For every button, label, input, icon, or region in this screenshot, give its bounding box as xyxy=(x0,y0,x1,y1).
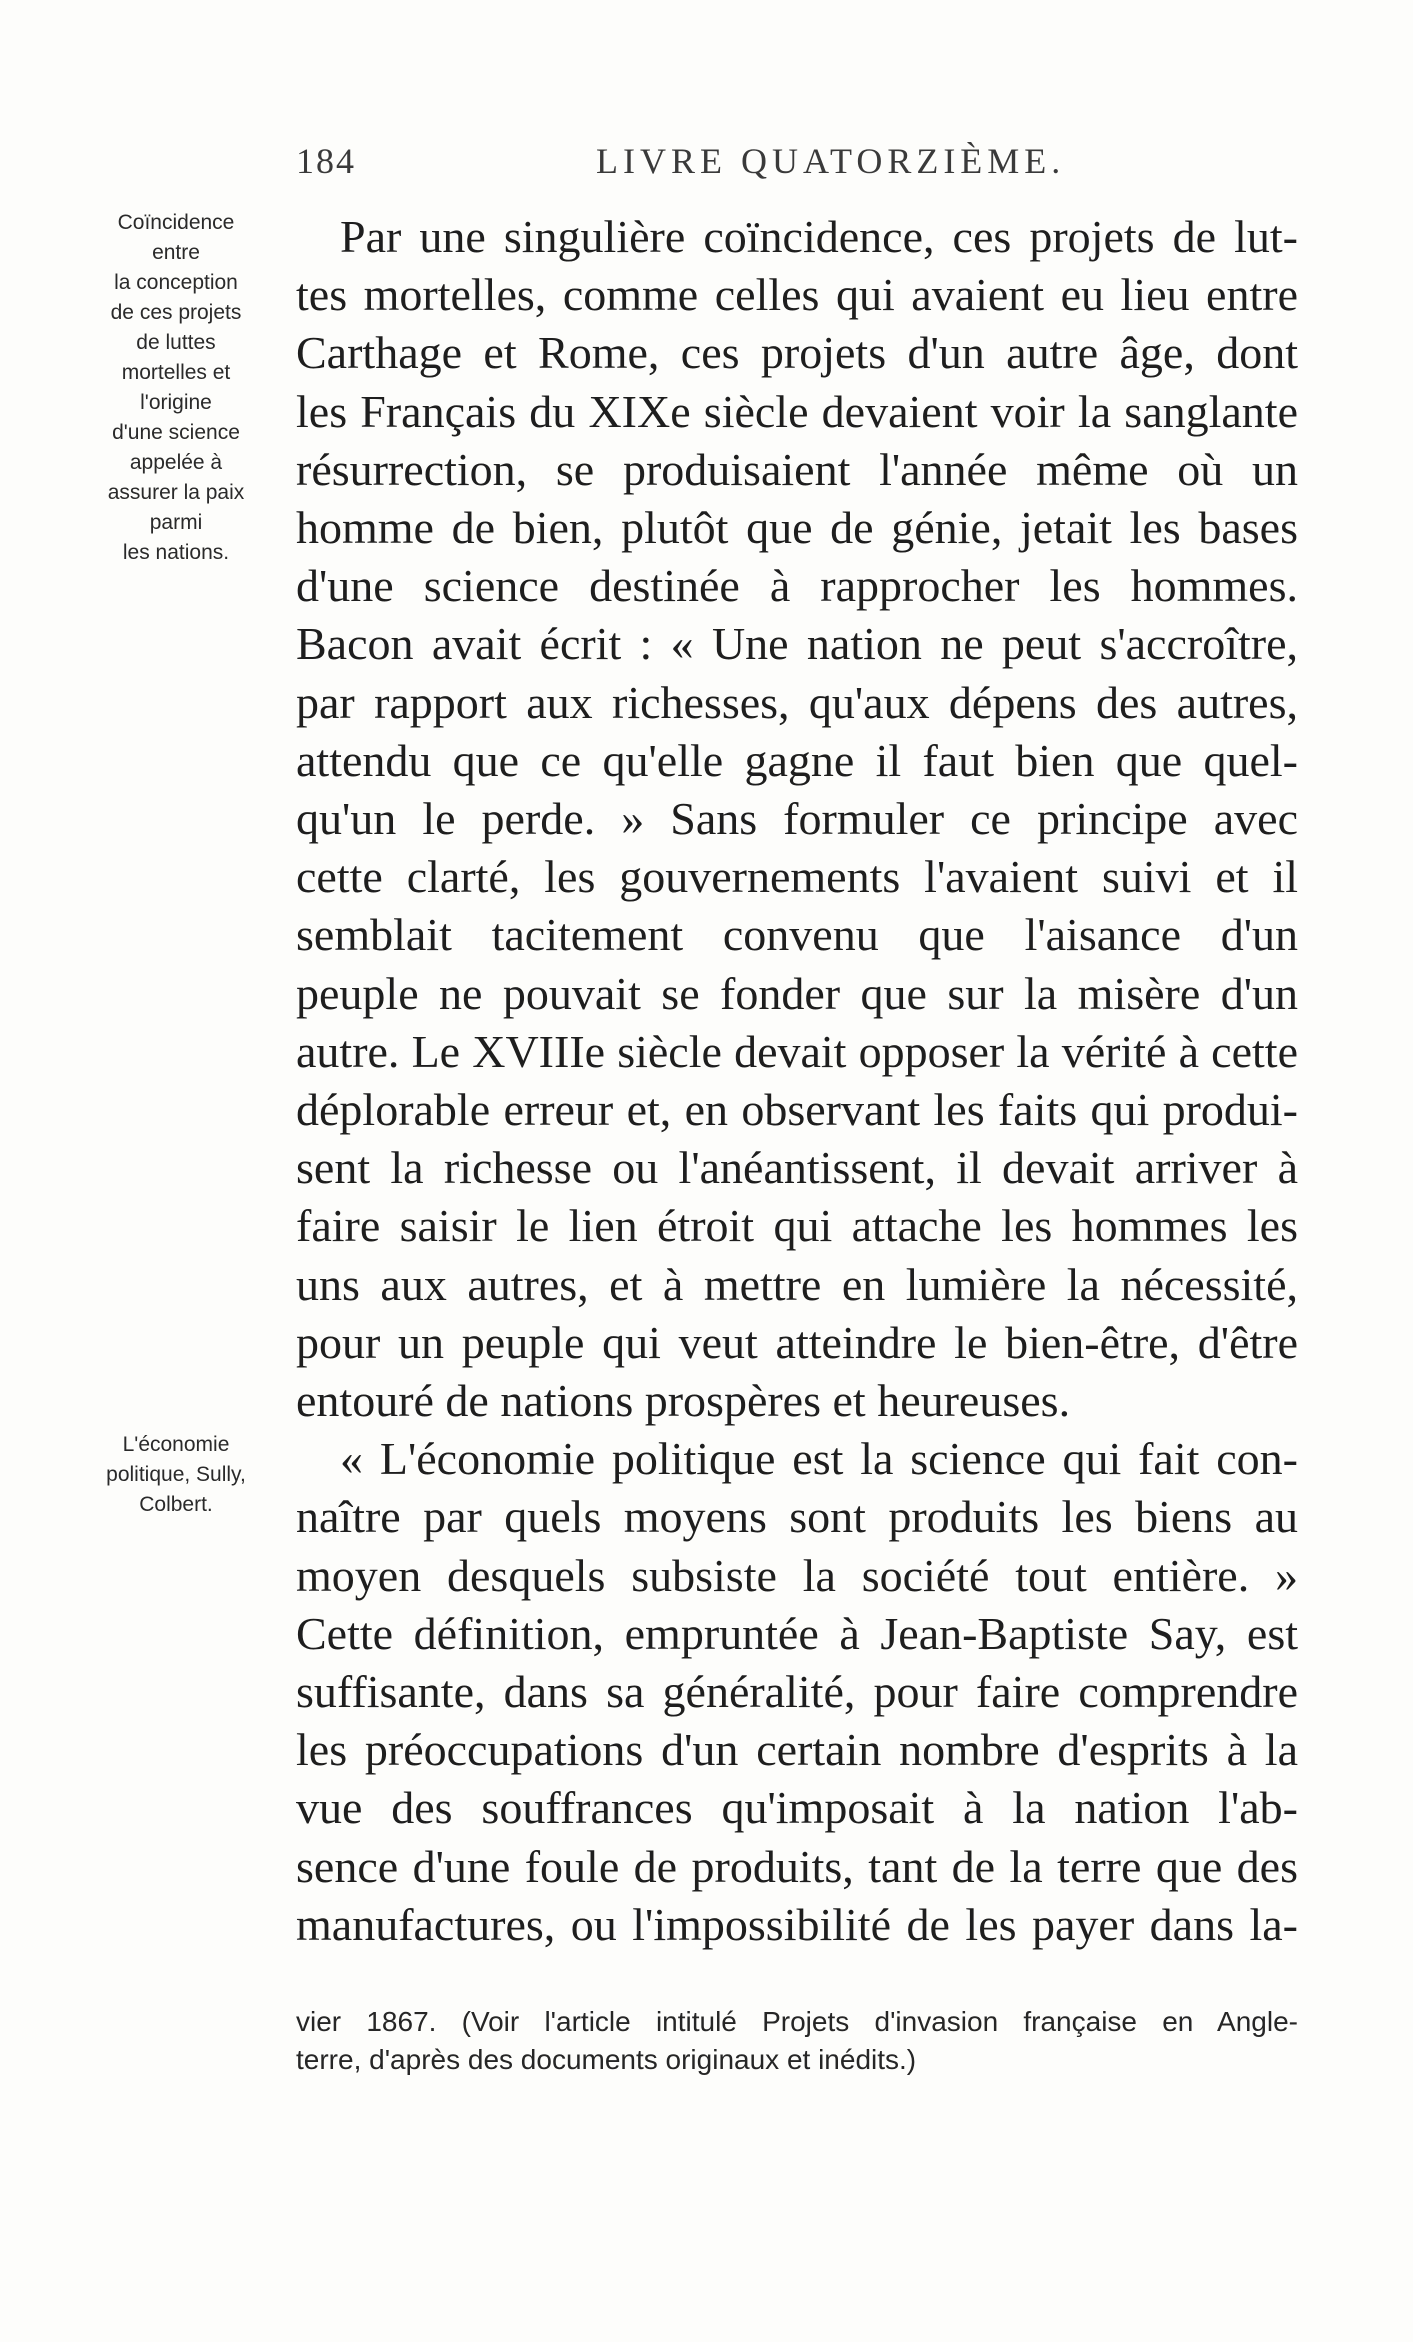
margin-note-line: d'une science xyxy=(112,421,240,444)
text-line: les préoccupations d'un certain nombre d'esprits à la xyxy=(296,1724,1298,1776)
margin-note-line: la conception xyxy=(114,271,238,294)
text-line: qu'un le perde. » Sans formuler ce principe avec xyxy=(296,793,1298,845)
footnote-line: vier 1867. (Voir l'article intitulé Projets d'invasion française en Angle- xyxy=(296,2006,1298,2037)
text-line: les Français du XIXe siècle devaient voir la sanglante xyxy=(296,385,1298,437)
margin-note-line: entre xyxy=(152,241,200,264)
margin-note-line: politique, Sully, xyxy=(106,1463,246,1486)
text-line: d'une science destinée à rapprocher les hommes. xyxy=(296,560,1298,612)
margin-note-line: L'économie xyxy=(122,1433,230,1456)
text-line: attendu que ce qu'elle gagne il faut bien que quel- xyxy=(296,734,1298,786)
footnote-line: terre, d'après des documents originaux et inédits.) xyxy=(296,2044,917,2075)
text-line: Carthage et Rome, ces projets d'un autre âge, dont xyxy=(296,327,1298,379)
text-line: pour un peuple qui veut atteindre le bien-être, d'être xyxy=(296,1316,1298,1368)
text-line: moyen desquels subsiste la société tout entière. » xyxy=(296,1549,1298,1601)
text-line: « L'économie politique est la science qui fait con- xyxy=(340,1433,1298,1485)
margin-note-line: Coïncidence xyxy=(117,211,235,234)
text-line: faire saisir le lien étroit qui attache les hommes les xyxy=(296,1200,1298,1252)
text-line: autre. Le XVIIIe siècle devait opposer la vérité à cette xyxy=(296,1025,1298,1077)
text-line: cette clarté, les gouvernements l'avaient suivi et il xyxy=(296,851,1298,903)
margin-note-line: appelée à xyxy=(129,451,223,474)
text-line: homme de bien, plutôt que de génie, jetait les bases xyxy=(296,502,1298,554)
text-line: semblait tacitement convenu que l'aisance d'un xyxy=(296,909,1298,961)
text-line: entouré de nations prospères et heureuses. xyxy=(296,1375,1071,1427)
text-line: résurrection, se produisaient l'année même où un xyxy=(296,443,1298,495)
page-number: 184 xyxy=(296,141,356,181)
margin-note-line: mortelles et xyxy=(121,361,231,384)
running-title: LIVRE QUATORZIÈME. xyxy=(596,141,1066,181)
text-line: sence d'une foule de produits, tant de la terre que des xyxy=(296,1840,1298,1892)
margin-note-line: l'origine xyxy=(140,391,212,414)
margin-note-line: assurer la paix xyxy=(107,481,245,504)
margin-note-line: les nations. xyxy=(122,541,230,564)
text-line: sent la richesse ou l'anéantissent, il devait arriver à xyxy=(296,1142,1298,1194)
text-line: tes mortelles, comme celles qui avaient eu lieu entre xyxy=(296,269,1298,321)
text-line: Par une singulière coïncidence, ces projets de lut- xyxy=(340,211,1298,262)
body-text xyxy=(296,208,1298,1954)
text-line: déplorable erreur et, en observant les faits qui produi- xyxy=(296,1084,1298,1136)
margin-note-line: de luttes xyxy=(136,331,216,354)
text-line: naître par quels moyens sont produits les biens au xyxy=(296,1491,1298,1543)
page-header xyxy=(0,140,1413,190)
text-line: Cette définition, empruntée à Jean-Baptiste Say, est xyxy=(296,1607,1298,1659)
text-line: peuple ne pouvait se fonder que sur la misère d'un xyxy=(296,967,1298,1019)
text-line: manufactures, ou l'impossibilité de les payer dans la- xyxy=(296,1898,1298,1950)
footnote xyxy=(296,2003,1298,2079)
margin-note-line: de ces projets xyxy=(110,301,242,324)
text-line: uns aux autres, et à mettre en lumière la nécessité, xyxy=(296,1258,1298,1310)
text-line: Bacon avait écrit : « Une nation ne peut s'accroître, xyxy=(296,618,1298,670)
margin-note-economie xyxy=(86,1430,266,1520)
margin-note-line: parmi xyxy=(149,511,203,534)
text-line: par rapport aux richesses, qu'aux dépens des autres, xyxy=(296,676,1298,728)
text-line: vue des souffrances qu'imposait à la nation l'ab- xyxy=(296,1782,1298,1834)
margin-note-line: Colbert. xyxy=(139,1493,213,1516)
text-line: suffisante, dans sa généralité, pour faire comprendre xyxy=(296,1666,1298,1718)
margin-note-coincidence xyxy=(86,208,266,568)
